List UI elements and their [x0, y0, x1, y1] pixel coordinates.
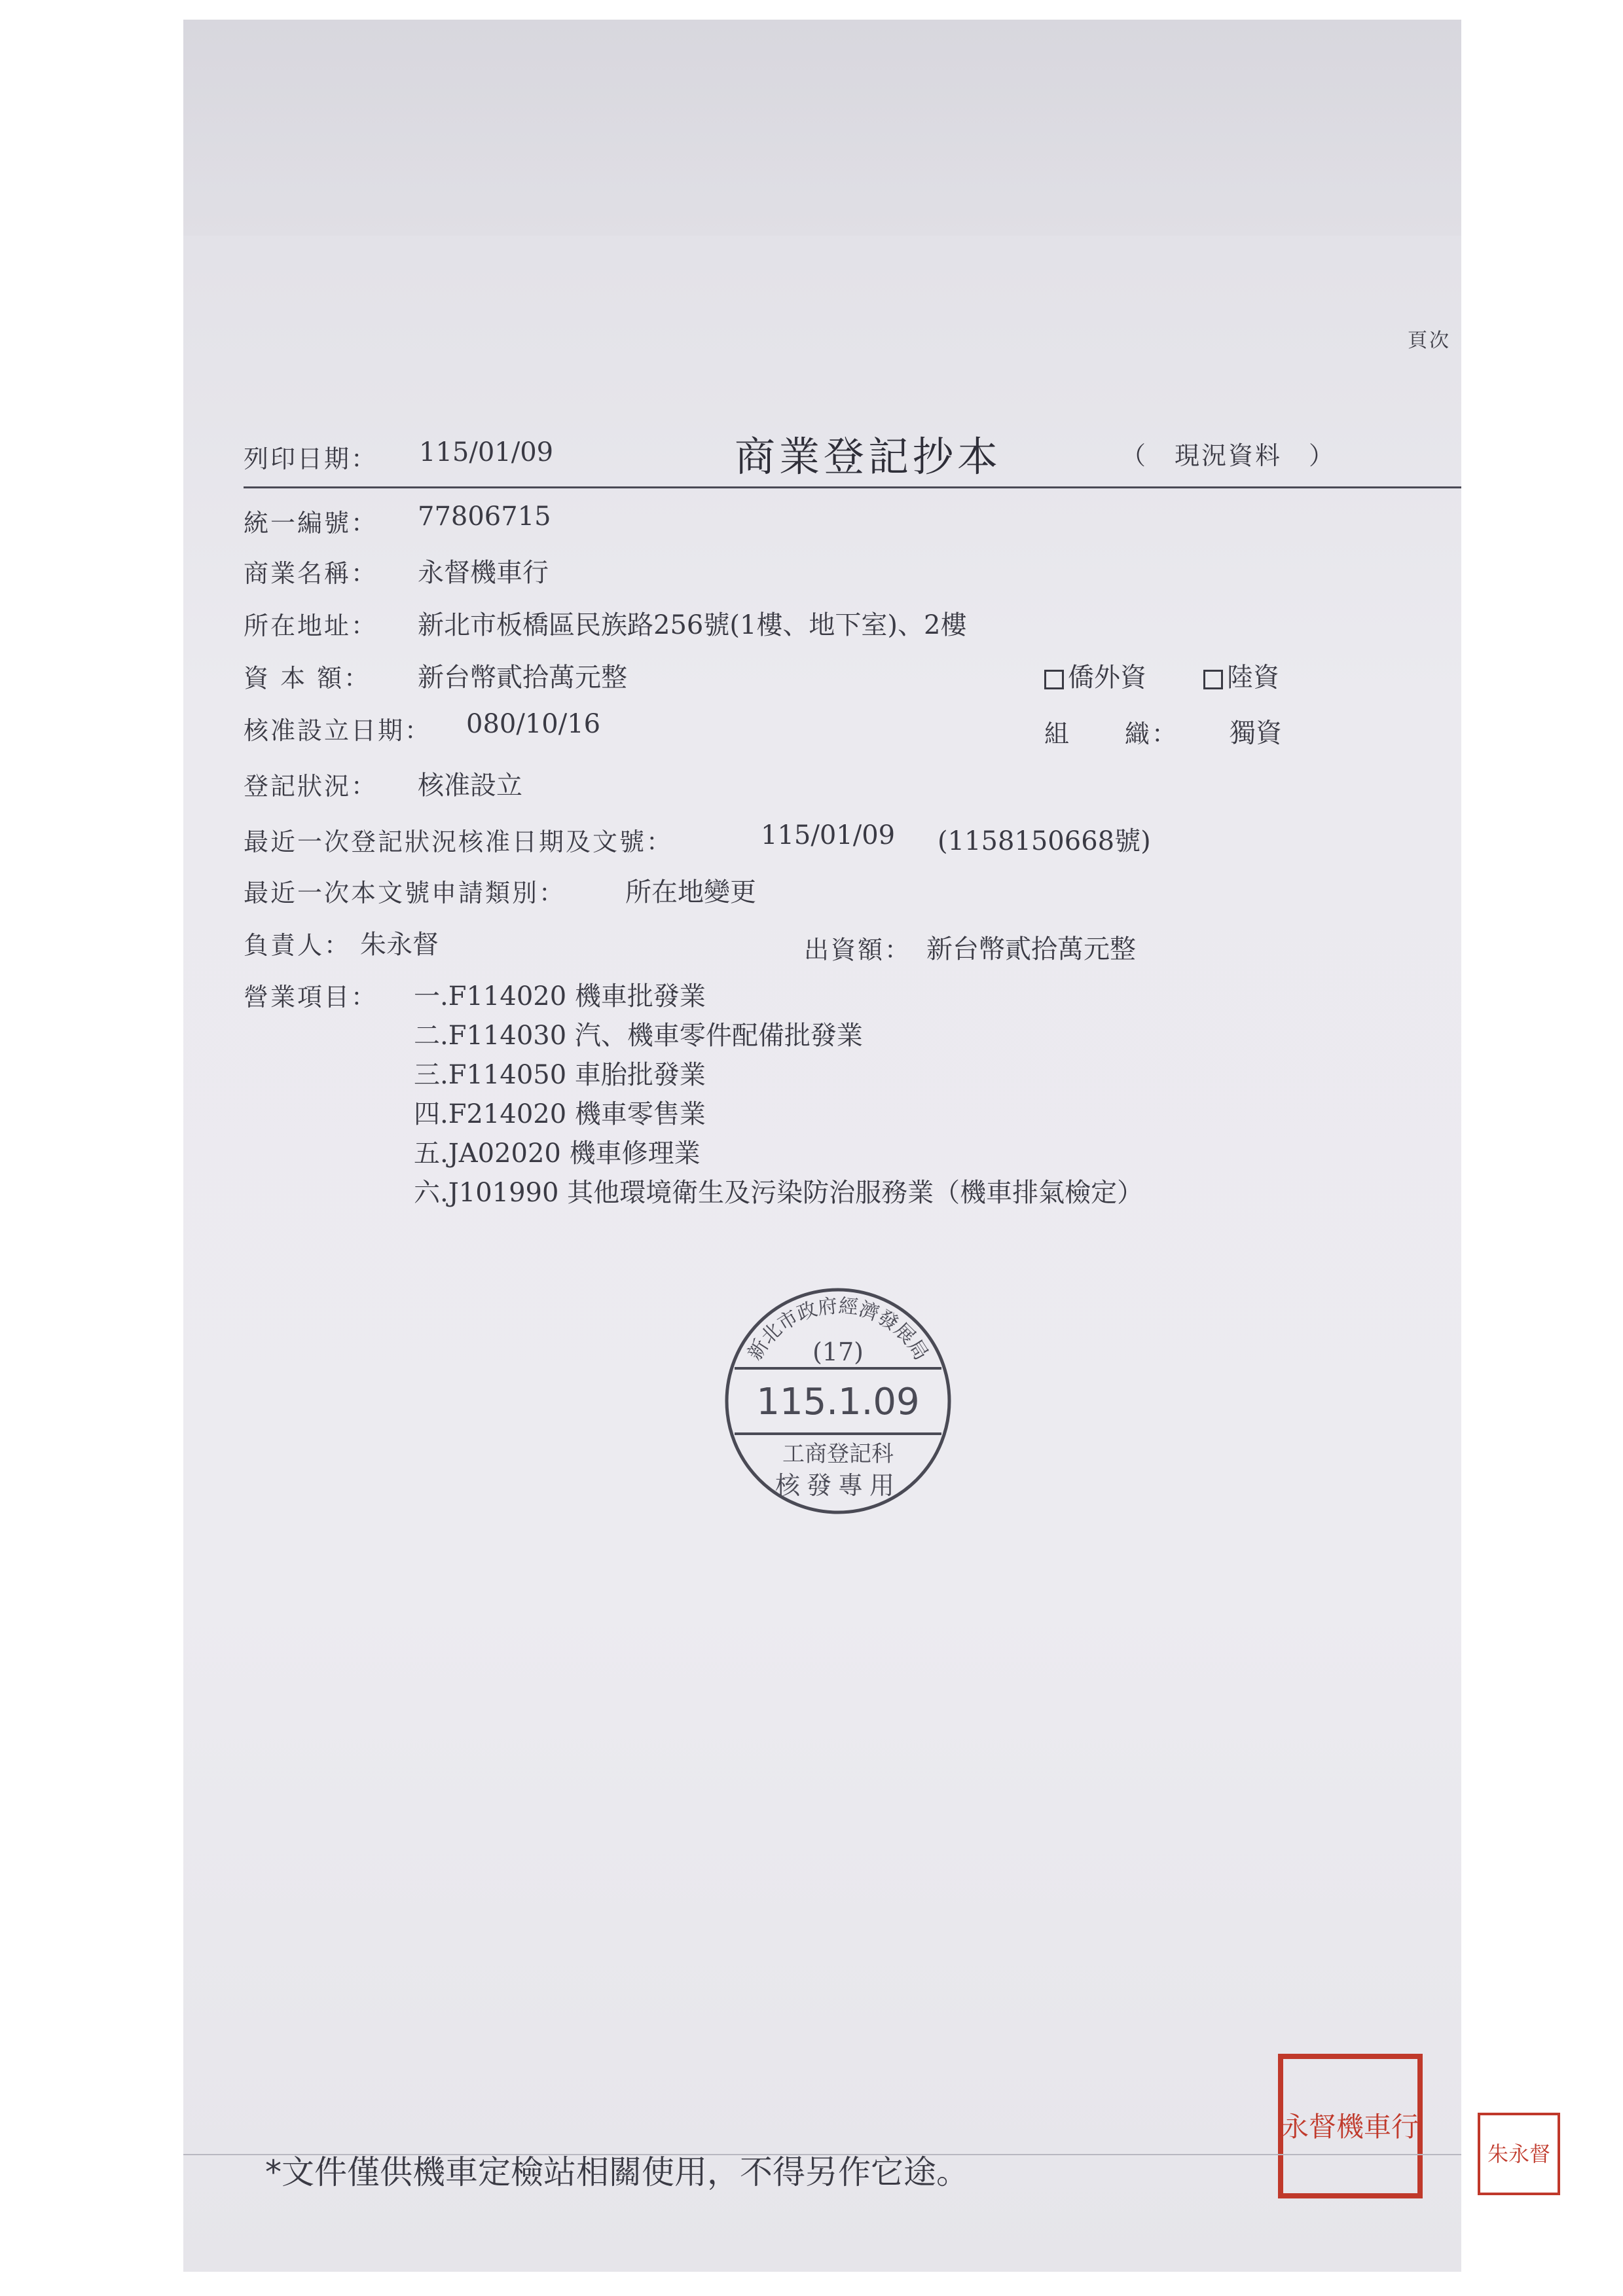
unified-number: 77806715 — [418, 501, 551, 532]
document-title: 商業登記抄本 — [735, 433, 1002, 481]
owner: 朱永督 — [360, 930, 439, 960]
recent-approval-label: 最近一次登記狀況核准日期及文號： — [244, 828, 674, 856]
checkbox-icon — [1203, 670, 1223, 689]
organization: 獨資 — [1230, 718, 1282, 748]
business-items-label: 營業項目： — [244, 983, 378, 1011]
print-date-label: 列印日期： — [244, 445, 378, 473]
business-item: 六.J101990 其他環境衛生及污染防治服務業（機車排氣檢定） — [414, 1178, 1144, 1208]
official-stamp — [720, 1283, 956, 1519]
registration-status: 核准設立 — [418, 771, 522, 801]
application-type-label: 最近一次本文號申請類別： — [244, 879, 566, 907]
scan-shading — [183, 20, 1461, 236]
scanned-page — [183, 20, 1461, 2272]
business-item: 四.F214020 機車零售業 — [414, 1099, 706, 1129]
address: 新北市板橋區民族路256號(1樓、地下室)、2樓 — [418, 610, 967, 640]
recent-approval-doc: (1158150668號) — [938, 826, 1151, 856]
header-divider — [244, 486, 1461, 488]
print-date: 115/01/09 — [419, 437, 554, 467]
business-item: 三.F114050 車胎批發業 — [414, 1060, 706, 1090]
registration-status-label: 登記狀況： — [244, 772, 378, 801]
business-name: 永督機車行 — [418, 558, 549, 588]
address-label: 所在地址： — [244, 611, 378, 640]
application-type: 所在地變更 — [625, 877, 756, 907]
capital-label: 資 本 額： — [244, 664, 371, 693]
setup-date-label: 核准設立日期： — [244, 716, 432, 745]
mainland-capital-label: 陸資 — [1227, 663, 1279, 693]
mainland-capital-checkbox — [1203, 657, 1279, 694]
owner-seal — [1476, 2111, 1561, 2196]
stamp-top-text: 新北市政府經濟發展局 — [743, 1294, 933, 1365]
stamp-dept: 工商登記科 — [782, 1441, 894, 1467]
owner-label: 負責人： — [244, 931, 352, 960]
company-seal-text: 永督機車行 — [1281, 2111, 1419, 2143]
owner-seal-text: 朱永督 — [1487, 2141, 1551, 2166]
business-item: 一.F114020 機車批發業 — [414, 981, 706, 1011]
business-item: 二.F114030 汽、機車零件配備批發業 — [414, 1021, 863, 1051]
stamp-date: 115.1.09 — [756, 1381, 920, 1423]
business-name-label: 商業名稱： — [244, 559, 378, 588]
business-item: 五.JA02020 機車修理業 — [414, 1139, 701, 1169]
stamp-number: (17) — [812, 1338, 864, 1366]
overseas-capital-checkbox — [1044, 657, 1146, 694]
checkbox-icon — [1044, 670, 1064, 689]
setup-date: 080/10/16 — [466, 709, 601, 739]
recent-approval-date: 115/01/09 — [761, 820, 896, 850]
contribution-label: 出資額： — [804, 936, 912, 964]
stamp-use: 核發專用 — [775, 1471, 902, 1500]
contribution: 新台幣貳拾萬元整 — [926, 934, 1136, 964]
status-note: （ 現況資料 ） — [1121, 441, 1336, 470]
company-seal — [1277, 2052, 1424, 2200]
organization-label: 組 織： — [1044, 720, 1179, 748]
footer-note: *文件僅供機車定檢站相關使用，不得另作它途。 — [265, 2153, 969, 2191]
unified-number-label: 統一編號： — [244, 509, 378, 538]
overseas-capital-label: 僑外資 — [1068, 663, 1146, 693]
page-number-label: 頁次 — [1408, 329, 1451, 352]
capital: 新台幣貳拾萬元整 — [418, 663, 627, 693]
